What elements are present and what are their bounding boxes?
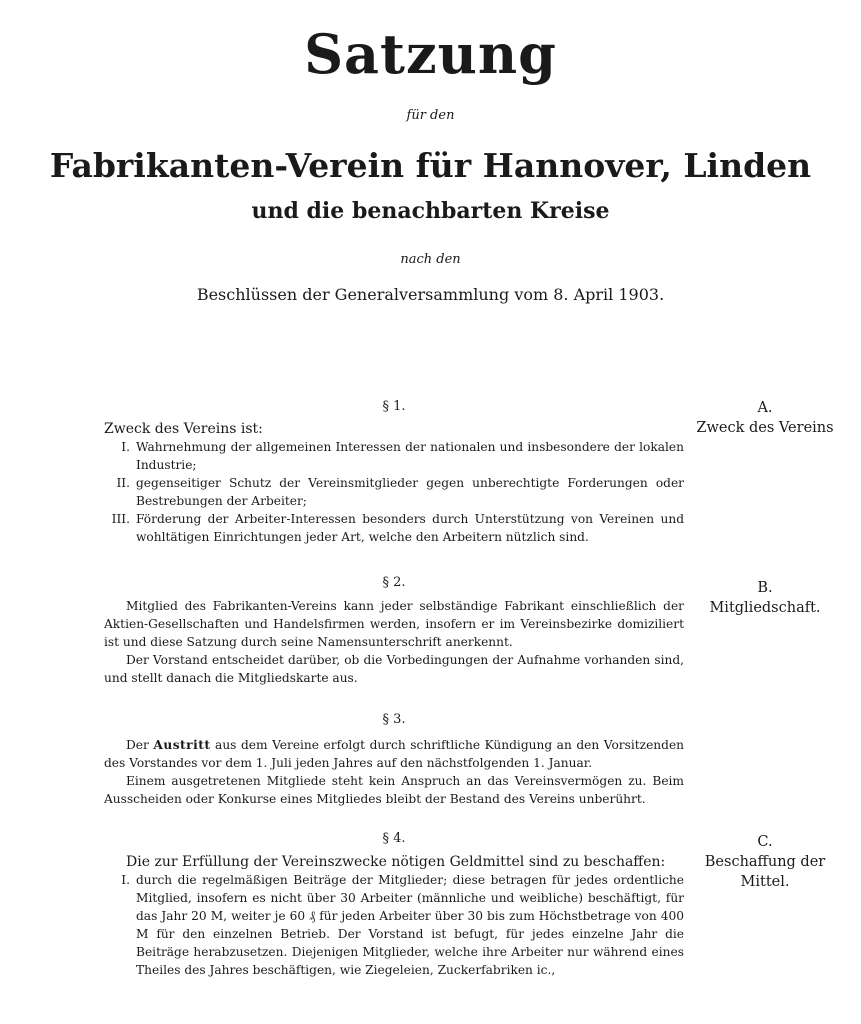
section-1-intro: Zweck des Vereins ist: bbox=[104, 421, 263, 437]
subtitle-fuer-den: für den bbox=[406, 108, 455, 123]
text-run: Der bbox=[126, 738, 154, 752]
side-heading-title: Zweck des Vereins bbox=[696, 420, 834, 436]
side-heading-letter: B. bbox=[757, 580, 773, 596]
side-heading-letter: A. bbox=[757, 400, 773, 416]
paragraph-mark-1: § 1. bbox=[382, 399, 406, 414]
side-heading-title: Beschaffung der Mittel. bbox=[704, 854, 826, 890]
list-item-text: Wahrnehmung der allgemeinen Interessen der nationalen und insbesondere der lokalen Industrie; bbox=[136, 440, 684, 472]
section-2-body bbox=[104, 597, 684, 687]
side-heading-letter: C. bbox=[757, 834, 773, 850]
list-item-number: I. bbox=[121, 440, 130, 454]
list-item-text: Förderung der Arbeiter-Interessen besonders durch Unterstützung von Vereinen und wohltätigen Einrichtungen jeder Art, welche den Arbeitern nützlich sind. bbox=[136, 512, 684, 544]
paragraph-mark-4: § 4. bbox=[382, 831, 406, 846]
section-3-paragraph-1 bbox=[104, 736, 684, 772]
side-heading-title: Mitgliedschaft. bbox=[709, 600, 821, 616]
paragraph-mark-2: § 2. bbox=[382, 575, 406, 590]
section-3-paragraph-2: Einem ausgetretenen Mitgliede steht kein Anspruch an das Vereinsvermögen zu. Beim Ausscheiden oder Konkurse eines Mitgliedes bleibt der Bestand des Vereins unberührt. bbox=[104, 774, 684, 806]
side-heading-b bbox=[690, 578, 840, 618]
text-run: aus dem Vereine erfolgt durch schriftliche Kündigung an den Vorsitzenden des Vorstandes vor dem 1. Juli jeden Jahres auf den nächstfolgenden 1. Januar. bbox=[104, 738, 685, 770]
list-item-text: durch die regelmäßigen Beiträge der Mitglieder; diese betragen für jedes ordentliche Mitglied, insofern es nicht über 30 Arbeiter (männliche und weibliche) beschäftigt, für das Jahr 20 M, weiter je 60 ₰ für jeden Arbeiter über 30 bis zum Höchstbetrage von 400 M für den einzelnen Betrieb. Der Vorstand ist befugt, für jedes einzelne Jahr die Beiträge herabzusetzen. Diejenigen Mitglieder, welche ihre Arbeiter nur während eines Theiles des Jahres beschäftigen, wie Ziegeleien, Zuckerfabriken ic., bbox=[136, 873, 684, 977]
list-item-number: II. bbox=[116, 476, 130, 490]
list-item-number: III. bbox=[111, 512, 130, 526]
organization-name-line1: Fabrikanten-Verein für Hannover, Linden bbox=[49, 146, 812, 185]
resolution-line: Beschlüssen der Generalversammlung vom 8. April 1903. bbox=[196, 285, 665, 304]
section-4-intro: Die zur Erfüllung der Vereinszwecke nötigen Geldmittel sind zu beschaffen: bbox=[126, 854, 666, 870]
side-heading-a bbox=[690, 398, 840, 438]
emphasis-austritt: Austritt bbox=[153, 738, 211, 752]
document-title: Satzung bbox=[304, 22, 557, 86]
list-item bbox=[104, 871, 684, 979]
list-item-text: gegenseitiger Schutz der Vereinsmitglieder gegen unberechtigte Forderungen oder Bestrebungen der Arbeiter; bbox=[136, 476, 684, 508]
organization-name-line2: und die benachbarten Kreise bbox=[251, 198, 610, 224]
list-item bbox=[104, 474, 684, 510]
subtitle-nach-den: nach den bbox=[400, 252, 461, 267]
paragraph-mark-3: § 3. bbox=[382, 712, 406, 727]
section-3-body bbox=[104, 736, 684, 808]
side-heading-c bbox=[690, 832, 840, 892]
section-4-body bbox=[104, 853, 684, 979]
list-item bbox=[104, 438, 684, 474]
list-item bbox=[104, 510, 684, 546]
section-1-body bbox=[104, 420, 684, 546]
section-2-paragraph-2: Der Vorstand entscheidet darüber, ob die Vorbedingungen der Aufnahme vorhanden sind, und stellt danach die Mitgliedskarte aus. bbox=[104, 653, 684, 685]
list-item-number: I. bbox=[121, 873, 130, 887]
section-2-paragraph-1: Mitglied des Fabrikanten-Vereins kann jeder selbständige Fabrikant einschließlich der Aktien-Gesellschaften und Handelsfirmen werden, insofern er im Vereinsbezirke domiziliert ist und diese Satzung durch seine Namensunterschrift anerkennt. bbox=[104, 599, 684, 649]
